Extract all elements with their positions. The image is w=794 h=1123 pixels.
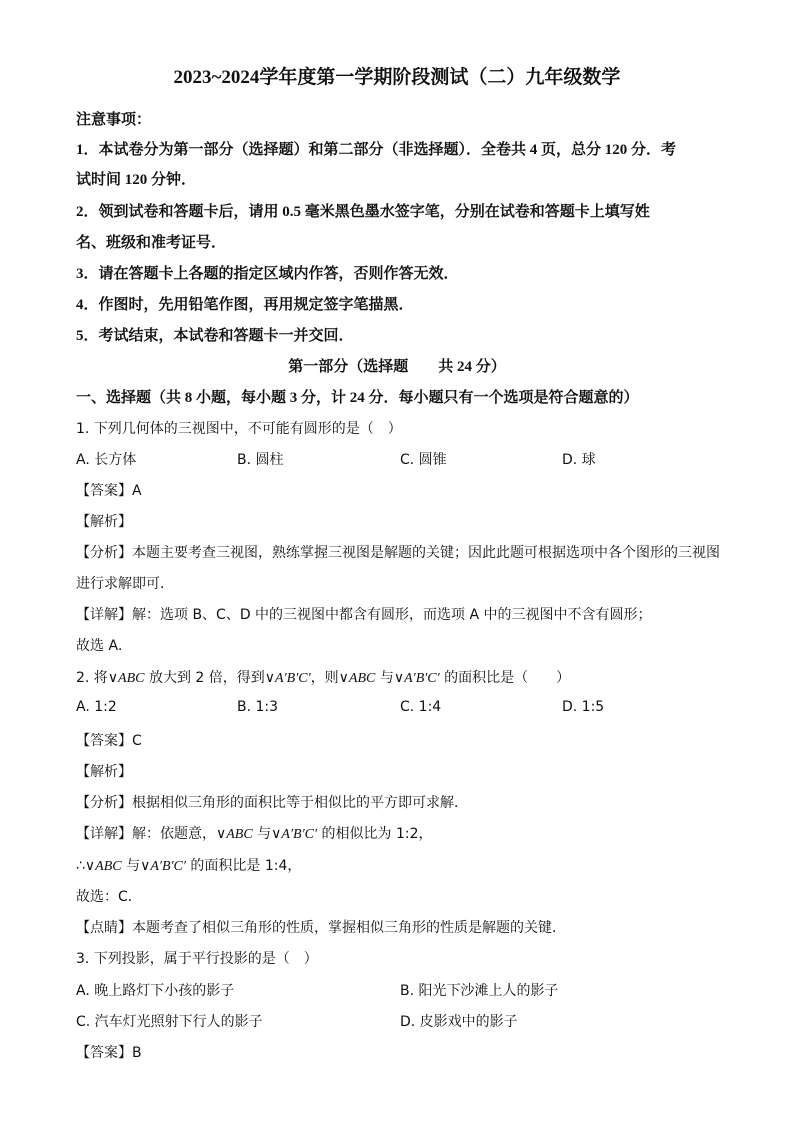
detail-text: 与 xyxy=(252,826,272,842)
detail-line: 【详解】解：选项 B、C、D 中的三视图中都含有圆形，而选项 A 中的三视图中不含有圆形； xyxy=(76,607,652,623)
analysis-line: 【分析】根据相似三角形的面积比等于相似比的平方即可求解． xyxy=(76,795,468,811)
option-a: A. 晚上路灯下小孩的影子 xyxy=(76,983,235,999)
therefore-text: 与 xyxy=(121,858,141,874)
answer-line: 【答案】B xyxy=(76,1045,142,1061)
detail-text: 的相似比为 1:2， xyxy=(317,826,433,842)
option-b: B. 阳光下沙滩上人的影子 xyxy=(400,983,559,999)
option-d: D. 球 xyxy=(562,452,596,468)
option-a: A. 1:2 xyxy=(76,699,117,715)
detail-text: 【详解】解：依题意， xyxy=(76,826,216,842)
comment-line: 【点睛】本题考查了相似三角形的性质，掌握相似三角形的性质是解题的关键． xyxy=(76,920,566,936)
option-d: D. 皮影戏中的影子 xyxy=(400,1014,518,1030)
jiexi-label: 【解析】 xyxy=(76,764,132,780)
jiexi-label: 【解析】 xyxy=(76,514,132,530)
notes-heading: 注意事项： xyxy=(76,112,152,128)
option-c: C. 汽车灯光照射下行人的影子 xyxy=(76,1014,263,1030)
triangle-abc-prime: ∨A′B′C′ xyxy=(264,671,311,686)
triangle-abc-prime: ∨A′B′C′ xyxy=(271,827,318,842)
therefore-symbol: ∴ xyxy=(76,858,85,874)
therefore-line xyxy=(76,855,301,875)
note-line: 1．本试卷分为第一部分（选择题）和第二部分（非选择题）．全卷共 4 页，总分 120 分．考 xyxy=(76,142,677,158)
option-b: B. 1:3 xyxy=(237,699,279,715)
option-b: B. 圆柱 xyxy=(237,452,284,468)
stem-text: ，则 xyxy=(310,670,339,686)
triangle-abc: ∨ABC xyxy=(84,859,122,874)
note-line: 4．作图时，先用铅笔作图，再用规定签字笔描黑． xyxy=(76,297,414,313)
conclusion-line: 故选：C． xyxy=(76,889,142,905)
answer-line: 【答案】A xyxy=(76,483,142,499)
note-line: 2．领到试卷和答题卡后，请用 0.5 毫米黑色墨水签字笔，分别在试卷和答题卡上填写姓 xyxy=(76,204,650,220)
question-stem: 3. 下列投影，属于平行投影的是（ ） xyxy=(76,951,318,967)
triangle-abc: ∨ABC xyxy=(216,827,253,842)
stem-text: 2. 将 xyxy=(76,670,108,686)
note-line: 名、班级和准考证号． xyxy=(76,235,227,251)
part1-heading: 第一部分（选择题 共 24 分） xyxy=(288,359,506,375)
analysis-line: 【分析】本题主要考查三视图，熟练掌握三视图是解题的关键；因此此题可根据选项中各个图形的三视图 xyxy=(76,545,720,561)
note-line: 3．请在答题卡上各题的指定区域内作答，否则作答无效． xyxy=(76,266,459,282)
detail-line xyxy=(76,823,432,843)
conclusion-line: 故选 A． xyxy=(76,638,133,654)
analysis-line: 进行求解即可． xyxy=(76,576,174,592)
triangle-abc-prime: ∨A′B′C′ xyxy=(393,671,440,686)
option-c: C. 1:4 xyxy=(400,699,442,715)
stem-text: 放大到 2 倍，得到 xyxy=(144,670,265,686)
note-line: 试时间 120 分钟． xyxy=(76,172,197,188)
option-c: C. 圆锥 xyxy=(400,452,447,468)
triangle-abc-prime: ∨A′B′C′ xyxy=(140,859,186,874)
question-stem: 1. 下列几何体的三视图中，不可能有圆形的是（ ） xyxy=(76,421,402,437)
note-line: 5．考试结束，本试卷和答题卡一并交回． xyxy=(76,328,354,344)
section-heading: 一、选择题（共 8 小题，每小题 3 分，计 24 分．每小题只有一个选项是符合题意的） xyxy=(76,390,639,406)
question-stem xyxy=(76,667,570,687)
option-a: A. 长方体 xyxy=(76,452,137,468)
stem-text: 的面积比是（ ） xyxy=(439,670,571,686)
stem-text: 与 xyxy=(375,670,394,686)
triangle-abc: ∨ABC xyxy=(107,671,145,686)
triangle-abc: ∨ABC xyxy=(338,671,376,686)
option-d: D. 1:5 xyxy=(562,699,605,715)
therefore-text: 的面积比是 1:4， xyxy=(185,858,302,874)
page-title: 2023~2024学年度第一学期阶段测试（二）九年级数学 xyxy=(173,67,621,88)
answer-line: 【答案】C xyxy=(76,733,142,749)
